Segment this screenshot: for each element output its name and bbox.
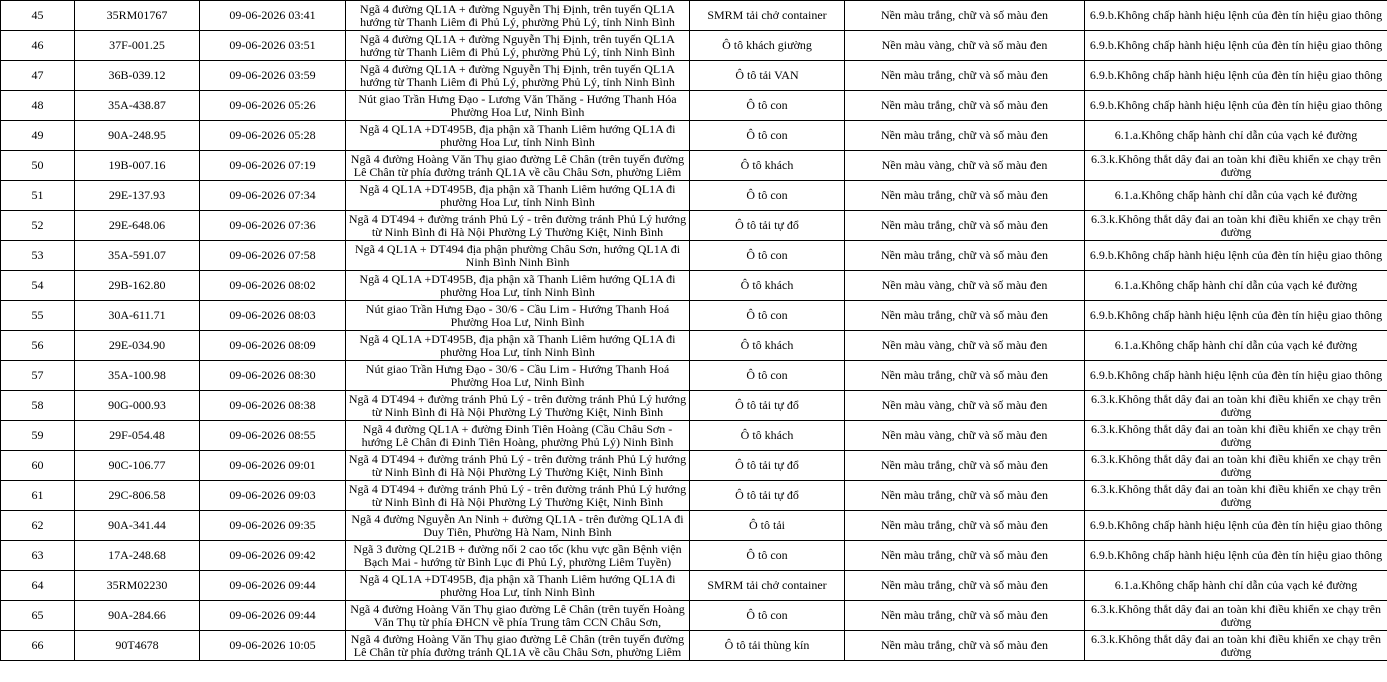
violation-time: 09-06-2026 07:34 [200,181,346,211]
license-plate: 90T4678 [75,631,200,661]
vehicle-type: Ô tô khách [690,271,845,301]
license-plate: 35RM02230 [75,571,200,601]
row-number: 48 [1,91,75,121]
license-plate: 35RM01767 [75,1,200,31]
vehicle-type: SMRM tải chở container [690,571,845,601]
violation-time: 09-06-2026 09:44 [200,571,346,601]
violation-description: 6.9.b.Không chấp hành hiệu lệnh của đèn tín hiệu giao thông [1085,301,1387,331]
license-plate: 35A-438.87 [75,91,200,121]
license-plate: 17A-248.68 [75,541,200,571]
license-plate: 29C-806.58 [75,481,200,511]
plate-color: Nền màu trắng, chữ và số màu đen [845,121,1085,151]
violation-time: 09-06-2026 03:51 [200,31,346,61]
violation-time: 09-06-2026 09:01 [200,451,346,481]
table-row [1,331,1387,361]
table-row [1,361,1387,391]
plate-color: Nền màu trắng, chữ và số màu đen [845,601,1085,631]
violation-description: 6.3.k.Không thắt dây đai an toàn khi điều khiển xe chạy trên đường [1085,601,1387,631]
violation-time: 09-06-2026 07:36 [200,211,346,241]
violation-time: 09-06-2026 08:55 [200,421,346,451]
violation-location: Nút giao Trần Hưng Đạo - 30/6 - Cầu Lim - Hướng Thanh Hoá Phường Hoa Lư, Ninh Bình [346,301,690,331]
plate-color: Nền màu trắng, chữ và số màu đen [845,511,1085,541]
vehicle-type: Ô tô con [690,181,845,211]
vehicle-type: Ô tô con [690,601,845,631]
violation-description: 6.1.a.Không chấp hành chỉ dẫn của vạch kẻ đường [1085,331,1387,361]
license-plate: 90A-248.95 [75,121,200,151]
violation-location: Ngã 4 DT494 + đường tránh Phủ Lý - trên đường tránh Phủ Lý hướng từ Ninh Bình đi Hà Nội Phường Lý Thường Kiệt, Ninh Bình [346,211,690,241]
violation-time: 09-06-2026 10:05 [200,631,346,661]
plate-color: Nền màu trắng, chữ và số màu đen [845,451,1085,481]
violation-location: Ngã 4 DT494 + đường tránh Phủ Lý - trên đường tránh Phủ Lý hướng từ Ninh Bình đi Hà Nội Phường Lý Thường Kiệt, Ninh Bình [346,451,690,481]
row-number: 55 [1,301,75,331]
license-plate: 90G-000.93 [75,391,200,421]
table-row [1,241,1387,271]
violation-description: 6.3.k.Không thắt dây đai an toàn khi điều khiển xe chạy trên đường [1085,421,1387,451]
plate-color: Nền màu vàng, chữ và số màu đen [845,151,1085,181]
violation-description: 6.9.b.Không chấp hành hiệu lệnh của đèn tín hiệu giao thông [1085,1,1387,31]
plate-color: Nền màu trắng, chữ và số màu đen [845,301,1085,331]
violation-location: Ngã 4 QL1A +DT495B, địa phận xã Thanh Liêm hướng QL1A đi phường Hoa Lư, tỉnh Ninh Bình [346,181,690,211]
violation-location: Ngã 4 đường Nguyễn An Ninh + đường QL1A - trên đường QL1A đi Duy Tiên, Phường Hà Nam, Ninh Bình [346,511,690,541]
violation-time: 09-06-2026 05:26 [200,91,346,121]
vehicle-type: Ô tô tải tự đổ [690,211,845,241]
violation-description: 6.9.b.Không chấp hành hiệu lệnh của đèn tín hiệu giao thông [1085,541,1387,571]
row-number: 54 [1,271,75,301]
row-number: 59 [1,421,75,451]
table-row [1,121,1387,151]
table-body [1,1,1387,661]
vehicle-type: Ô tô con [690,361,845,391]
plate-color: Nền màu trắng, chữ và số màu đen [845,481,1085,511]
violation-description: 6.9.b.Không chấp hành hiệu lệnh của đèn tín hiệu giao thông [1085,61,1387,91]
violation-description: 6.9.b.Không chấp hành hiệu lệnh của đèn tín hiệu giao thông [1085,361,1387,391]
plate-color: Nền màu trắng, chữ và số màu đen [845,181,1085,211]
license-plate: 29B-162.80 [75,271,200,301]
violation-location: Ngã 4 đường Hoàng Văn Thụ giao đường Lê Chân (trên tuyến Hoàng Văn Thụ từ phía ĐHCN về phía Trung tâm CCN Châu Sơn, [346,601,690,631]
license-plate: 35A-100.98 [75,361,200,391]
row-number: 57 [1,361,75,391]
violation-time: 09-06-2026 09:03 [200,481,346,511]
violation-location: Ngã 4 đường Hoàng Văn Thụ giao đường Lê Chân (trên tuyến đường Lê Chân từ phía đường tránh QL1A về cầu Châu Sơn, phường Liêm [346,151,690,181]
plate-color: Nền màu trắng, chữ và số màu đen [845,211,1085,241]
violation-location: Ngã 4 QL1A + DT494 địa phận phường Châu Sơn, hướng QL1A đi Ninh Bình Ninh Bình [346,241,690,271]
vehicle-type: Ô tô tải VAN [690,61,845,91]
violation-time: 09-06-2026 07:58 [200,241,346,271]
vehicle-type: Ô tô tải tự đổ [690,481,845,511]
row-number: 51 [1,181,75,211]
plate-color: Nền màu vàng, chữ và số màu đen [845,31,1085,61]
violation-time: 09-06-2026 08:03 [200,301,346,331]
table-row [1,421,1387,451]
license-plate: 90C-106.77 [75,451,200,481]
plate-color: Nền màu trắng, chữ và số màu đen [845,241,1085,271]
license-plate: 37F-001.25 [75,31,200,61]
violation-description: 6.3.k.Không thắt dây đai an toàn khi điều khiển xe chạy trên đường [1085,631,1387,661]
violation-time: 09-06-2026 03:41 [200,1,346,31]
plate-color: Nền màu vàng, chữ và số màu đen [845,271,1085,301]
vehicle-type: Ô tô con [690,241,845,271]
row-number: 56 [1,331,75,361]
violation-time: 09-06-2026 09:42 [200,541,346,571]
table-row [1,1,1387,31]
row-number: 63 [1,541,75,571]
violation-description: 6.3.k.Không thắt dây đai an toàn khi điều khiển xe chạy trên đường [1085,151,1387,181]
violation-description: 6.3.k.Không thắt dây đai an toàn khi điều khiển xe chạy trên đường [1085,451,1387,481]
row-number: 45 [1,1,75,31]
violation-location: Ngã 4 đường QL1A + đường Nguyễn Thị Định, trên tuyến QL1A hướng từ Thanh Liêm đi Phủ Lý, phường Phủ Lý, tỉnh Ninh Bình [346,31,690,61]
vehicle-type: Ô tô khách [690,421,845,451]
violation-description: 6.1.a.Không chấp hành chỉ dẫn của vạch kẻ đường [1085,121,1387,151]
row-number: 53 [1,241,75,271]
violation-time: 09-06-2026 09:35 [200,511,346,541]
vehicle-type: Ô tô khách [690,331,845,361]
row-number: 61 [1,481,75,511]
table-row [1,181,1387,211]
vehicle-type: Ô tô tải tự đổ [690,451,845,481]
vehicle-type: Ô tô con [690,541,845,571]
violation-description: 6.3.k.Không thắt dây đai an toàn khi điều khiển xe chạy trên đường [1085,391,1387,421]
plate-color: Nền màu trắng, chữ và số màu đen [845,61,1085,91]
violation-location: Ngã 4 đường QL1A + đường Nguyễn Thị Định, trên tuyến QL1A hướng từ Thanh Liêm đi Phủ Lý, phường Phủ Lý, tỉnh Ninh Bình [346,1,690,31]
license-plate: 29E-137.93 [75,181,200,211]
table-row [1,541,1387,571]
violation-description: 6.1.a.Không chấp hành chỉ dẫn của vạch kẻ đường [1085,571,1387,601]
table-row [1,91,1387,121]
row-number: 58 [1,391,75,421]
license-plate: 35A-591.07 [75,241,200,271]
table-row [1,571,1387,601]
violation-location: Nút giao Trần Hưng Đạo - Lương Văn Thăng - Hướng Thanh Hóa Phường Hoa Lư, Ninh Bình [346,91,690,121]
violation-description: 6.1.a.Không chấp hành chỉ dẫn của vạch kẻ đường [1085,181,1387,211]
plate-color: Nền màu trắng, chữ và số màu đen [845,571,1085,601]
vehicle-type: Ô tô con [690,121,845,151]
table-row [1,391,1387,421]
violation-description: 6.9.b.Không chấp hành hiệu lệnh của đèn tín hiệu giao thông [1085,241,1387,271]
violation-time: 09-06-2026 03:59 [200,61,346,91]
violation-location: Ngã 4 QL1A +DT495B, địa phận xã Thanh Liêm hướng QL1A đi phường Hoa Lư, tỉnh Ninh Bình [346,271,690,301]
license-plate: 90A-284.66 [75,601,200,631]
violation-location: Ngã 4 DT494 + đường tránh Phủ Lý - trên đường tránh Phủ Lý hướng từ Ninh Bình đi Hà Nội Phường Lý Thường Kiệt, Ninh Bình [346,481,690,511]
violation-time: 09-06-2026 07:19 [200,151,346,181]
row-number: 64 [1,571,75,601]
violation-time: 09-06-2026 09:44 [200,601,346,631]
violation-location: Ngã 4 QL1A +DT495B, địa phận xã Thanh Liêm hướng QL1A đi phường Hoa Lư, tỉnh Ninh Bình [346,121,690,151]
license-plate: 30A-611.71 [75,301,200,331]
table-row [1,601,1387,631]
violation-time: 09-06-2026 05:28 [200,121,346,151]
vehicle-type: Ô tô con [690,301,845,331]
vehicle-type: Ô tô khách [690,151,845,181]
violation-location: Ngã 4 đường Hoàng Văn Thụ giao đường Lê Chân (trên tuyến đường Lê Chân từ phía đường tránh QL1A về cầu Châu Sơn, phường Liêm [346,631,690,661]
plate-color: Nền màu vàng, chữ và số màu đen [845,331,1085,361]
row-number: 50 [1,151,75,181]
violation-location: Nút giao Trần Hưng Đạo - 30/6 - Cầu Lim - Hướng Thanh Hoá Phường Hoa Lư, Ninh Bình [346,361,690,391]
vehicle-type: Ô tô tải tự đổ [690,391,845,421]
vehicle-type: Ô tô con [690,91,845,121]
vehicle-type: Ô tô tải [690,511,845,541]
violation-description: 6.9.b.Không chấp hành hiệu lệnh của đèn tín hiệu giao thông [1085,31,1387,61]
table-row [1,481,1387,511]
violation-description: 6.1.a.Không chấp hành chỉ dẫn của vạch kẻ đường [1085,271,1387,301]
license-plate: 29E-034.90 [75,331,200,361]
vehicle-type: SMRM tải chở container [690,1,845,31]
violation-time: 09-06-2026 08:30 [200,361,346,391]
plate-color: Nền màu trắng, chữ và số màu đen [845,631,1085,661]
license-plate: 19B-007.16 [75,151,200,181]
vehicle-type: Ô tô khách giường [690,31,845,61]
plate-color: Nền màu vàng, chữ và số màu đen [845,421,1085,451]
violation-time: 09-06-2026 08:38 [200,391,346,421]
table-row [1,31,1387,61]
table-row [1,631,1387,661]
row-number: 49 [1,121,75,151]
violation-description: 6.3.k.Không thắt dây đai an toàn khi điều khiển xe chạy trên đường [1085,211,1387,241]
violation-location: Ngã 4 đường QL1A + đường Nguyễn Thị Định, trên tuyến QL1A hướng từ Thanh Liêm đi Phủ Lý, phường Phủ Lý, tỉnh Ninh Bình [346,61,690,91]
license-plate: 90A-341.44 [75,511,200,541]
violation-location: Ngã 4 QL1A +DT495B, địa phận xã Thanh Liêm hướng QL1A đi phường Hoa Lư, tỉnh Ninh Bình [346,331,690,361]
violation-location: Ngã 4 DT494 + đường tránh Phủ Lý - trên đường tránh Phủ Lý hướng từ Ninh Bình đi Hà Nội Phường Lý Thường Kiệt, Ninh Bình [346,391,690,421]
table-row [1,271,1387,301]
violation-description: 6.9.b.Không chấp hành hiệu lệnh của đèn tín hiệu giao thông [1085,91,1387,121]
table-row [1,451,1387,481]
table-row [1,511,1387,541]
violation-location: Ngã 4 QL1A +DT495B, địa phận xã Thanh Liêm hướng QL1A đi phường Hoa Lư, tỉnh Ninh Bình [346,571,690,601]
row-number: 47 [1,61,75,91]
row-number: 52 [1,211,75,241]
violation-time: 09-06-2026 08:02 [200,271,346,301]
table-row [1,301,1387,331]
table-row [1,151,1387,181]
vehicle-type: Ô tô tải thùng kín [690,631,845,661]
license-plate: 36B-039.12 [75,61,200,91]
plate-color: Nền màu trắng, chữ và số màu đen [845,91,1085,121]
violation-description: 6.9.b.Không chấp hành hiệu lệnh của đèn tín hiệu giao thông [1085,511,1387,541]
license-plate: 29E-648.06 [75,211,200,241]
plate-color: Nền màu trắng, chữ và số màu đen [845,1,1085,31]
row-number: 65 [1,601,75,631]
row-number: 66 [1,631,75,661]
license-plate: 29F-054.48 [75,421,200,451]
violation-location: Ngã 3 đường QL21B + đường nối 2 cao tốc (khu vực gần Bệnh viện Bạch Mai - hướng từ Bình Lục đi Phủ Lý, phường Liêm Tuyền) [346,541,690,571]
plate-color: Nền màu trắng, chữ và số màu đen [845,541,1085,571]
violation-description: 6.3.k.Không thắt dây đai an toàn khi điều khiển xe chạy trên đường [1085,481,1387,511]
plate-color: Nền màu trắng, chữ và số màu đen [845,361,1085,391]
row-number: 60 [1,451,75,481]
row-number: 62 [1,511,75,541]
table-row [1,61,1387,91]
violation-location: Ngã 4 đường QL1A + đường Đinh Tiên Hoàng (Cầu Châu Sơn - hướng Lê Chân đi Đinh Tiên Hoàng, phường Phủ Lý) Ninh Bình [346,421,690,451]
row-number: 46 [1,31,75,61]
plate-color: Nền màu vàng, chữ và số màu đen [845,391,1085,421]
table-row [1,211,1387,241]
violation-time: 09-06-2026 08:09 [200,331,346,361]
